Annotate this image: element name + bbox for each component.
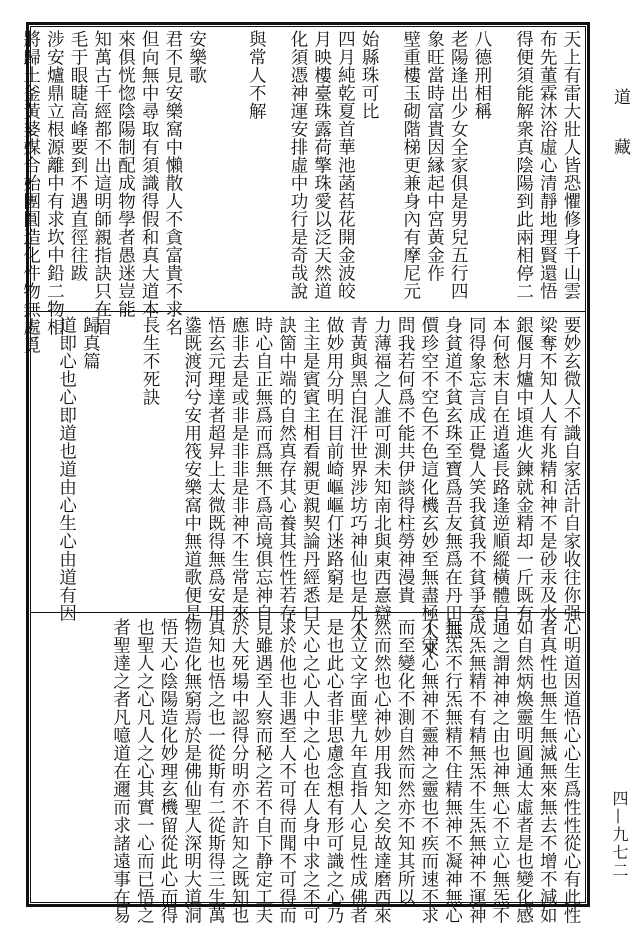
- bottom-text-column: 而至變化不測自然而然亦不知其所以: [395, 618, 416, 906]
- middle-text-column: 梁奪不知人人有兆精和神不是砂汞及水: [537, 316, 558, 622]
- middle-text-column: 同得象忘言成正覺人笑我貧我不貧爭奈: [466, 316, 487, 622]
- top-text-column: 月映樓臺珠露荷擎珠愛以泛天然道: [311, 30, 332, 300]
- middle-text-column: 本何愁末自在逍遙長路逢逆順縱橫體自: [489, 316, 510, 622]
- middle-text-column: 做妙用分明在目前崎嶇嶇仃迷路窮是: [323, 316, 344, 604]
- middle-text-column: 道即心也心即道也道由心生心由道有因: [56, 316, 77, 622]
- bottom-text-column: 然而然也心神妙用我知之矣故達磨西來: [371, 618, 392, 924]
- top-text-column: 知萬古千經都不出這明師親指訣只在眉: [91, 30, 112, 336]
- bottom-text-column: 無炁不行炁無精不住精無神不凝神無心: [442, 618, 463, 924]
- bottom-text-column: 心明道因道悟心心生爲性性從心有此性: [561, 618, 581, 924]
- middle-text-column: 歸真篇: [80, 316, 101, 370]
- middle-text-column: 主主是賓賓主相看親更親契論丹經悉口: [300, 316, 321, 622]
- bottom-text-column: 如自然炳煥靈明圓通太虛者是也變化感: [513, 618, 534, 924]
- middle-text-column: 長生不死訣: [140, 316, 161, 406]
- top-text-column: 八德刑相稱: [471, 30, 492, 120]
- middle-text-column: 銀偃月爐中頃進火鍊就金精却一斤既有: [513, 316, 534, 622]
- bottom-text-column: 成炁無精不有精無炁不生炁無神不運神: [466, 618, 487, 924]
- middle-text-column: 價珍空不空色不色這化機玄妙至無盡極人來: [418, 316, 439, 658]
- middle-text-column: 力薄福之人誰可測未知南北與東西憙辯: [371, 316, 392, 622]
- top-text-column: 象旺當時富貴因縁起中宮黃金作: [424, 30, 445, 282]
- top-text-column: 君不見安樂窩中懶散人不貪富貴不求名: [162, 30, 183, 336]
- top-text-column: 老陽逢出少女全家俱是男兒五行四: [448, 30, 469, 300]
- text-panel-bottom: [34, 618, 582, 924]
- top-text-column: 涉安爐鼎立根源離中有求坎中鉛二物相: [44, 30, 65, 336]
- margin-title-zang: 藏: [610, 138, 630, 157]
- bottom-text-column: 是也此心者非思慮念想有形可識之心乃: [323, 618, 344, 924]
- bottom-text-column: 也聖人之心凡人之心其實一心而已悟之: [134, 618, 155, 924]
- middle-text-column: 悟玄元理達者超昇上太微既得無爲安用: [205, 316, 226, 622]
- top-text-column: 毛于眼睫高峰要到不遇直徑往跋: [68, 30, 89, 282]
- middle-text-column: 問我若何爲不能共伊談得柱勞神漫貴: [395, 316, 416, 604]
- top-text-column: 布先董霖沐浴虛心清靜地理賢還悟: [537, 30, 558, 300]
- text-panel-middle: [34, 316, 582, 658]
- bottom-text-column: 不守心無神不靈神之靈也不疾而速不求: [418, 618, 439, 924]
- page-number: 四—九七二: [610, 790, 629, 880]
- middle-text-column: 時心自正無爲而爲無不爲高境俱忘神自: [252, 316, 273, 622]
- top-text-column: 來俱恍惚陰陽制配成物學者愚迷豈能: [115, 30, 136, 318]
- top-text-column: 安樂歌: [186, 30, 207, 84]
- middle-text-column: 青黃與黑白混汗世界涉坊巧神仙也是凡人: [347, 316, 368, 640]
- middle-text-column: 身貧道不貧玄珠至寶爲吾友無爲在丹田無: [442, 316, 463, 640]
- top-text-column: 壁重樓玉砌階梯更兼身內有摩尼元: [400, 30, 421, 300]
- bottom-text-column: 真知也悟之也一從斯有二從斯得三生萬: [205, 618, 226, 924]
- top-text-column: 天上有雷大壯人皆恐懼修身千山雲: [561, 30, 581, 300]
- top-text-column: 四月純乾夏首華池菡萏花開金波皎: [335, 30, 356, 300]
- bottom-text-column: 通之謂神神之由也神無心不立心無炁不: [489, 618, 510, 924]
- top-text-column: 將歸土釜黃婆媒合始團圓造化件物無處覓: [20, 30, 41, 354]
- bottom-text-column: 不立文字面壁九年直指人心見性成佛者: [347, 618, 368, 924]
- middle-text-column: 要妙玄微人不識自家活計自家收往你强: [561, 316, 581, 622]
- bottom-text-column: 求於他也非遇至人不可得而聞不可得而: [276, 618, 297, 924]
- bottom-text-column: 於大死場中認得分明亦不許知之既知也: [229, 618, 250, 924]
- middle-text-column: 應非去是或非是非非是非神不生常是來: [229, 316, 250, 622]
- bottom-text-column: 者真性也無生無滅無來無去不增不減如: [537, 618, 558, 924]
- top-text-column: 化須憑神運安排虛中功行是奇哉說: [287, 30, 308, 300]
- bottom-text-column: 物造化無窮焉於是佛仙聖人深明大道洞: [181, 618, 202, 924]
- middle-text-column: 訣箇中端的自然真存其心養其性性若存: [276, 316, 297, 622]
- top-text-column: 與常人不解: [246, 30, 267, 120]
- bottom-text-column: 見雖遇至人察而秘之若不自下静定工夫: [252, 618, 273, 924]
- top-text-column: 得便須能解衆真陰陽到此兩相停二: [513, 30, 534, 300]
- bottom-text-column: 天心之心人中之心也在人身中求之不可: [300, 618, 321, 924]
- top-text-column: 但向無中尋取有須識得假和真大道本: [139, 30, 160, 318]
- bottom-text-column: 悟天心陰陽造化妙理玄機留從此心而得: [158, 618, 179, 924]
- bottom-text-column: 者聖達之者凡噫道在邇而求諸遠事在易: [110, 618, 131, 924]
- top-text-column: 始縣珠可比: [359, 30, 380, 120]
- margin-title-dao: 道: [610, 88, 630, 107]
- middle-text-column: 鍌既渡河兮安用筏安樂窩中無道歌便是: [181, 316, 202, 622]
- panel-divider-1: [30, 311, 586, 312]
